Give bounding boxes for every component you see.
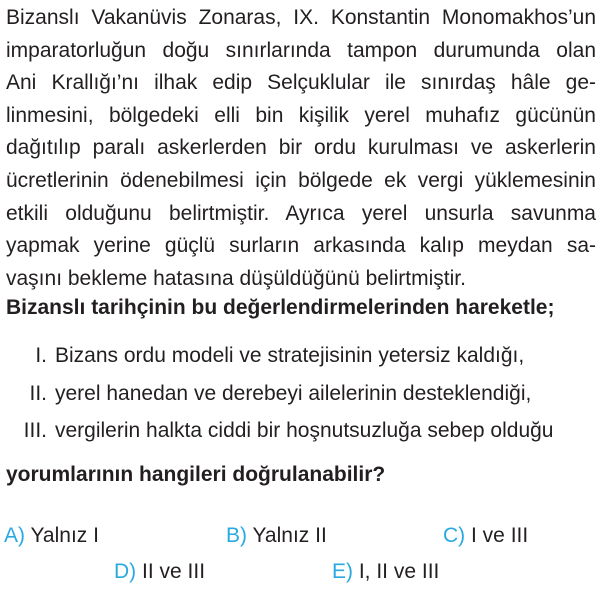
passage-line: Bizanslı Vakanüvis Zonaras, IX. Konstantin Monomakhos’un: [6, 6, 596, 29]
passage-line: imparatorluğun doğu sınırlarında tampon durumunda olan: [6, 38, 596, 62]
statement-numeral: II.: [29, 381, 47, 405]
passage-line: yapmak yerine güçlü surların arkasında kalıp meydan sa-: [6, 234, 596, 258]
passage-line: vaşını bekleme hatasına düşüldüğünü belirtmiştir.: [6, 266, 466, 290]
statement-numeral: III.: [23, 419, 47, 442]
passage-line: dağıtılıp paralı askerlerden bir ordu kurulması ve askerlerin: [6, 136, 596, 160]
passage-line: linmesini, bölgedeki elli bin kişilik yerel muhafız gücünün: [6, 103, 596, 127]
option-letter: A): [4, 524, 25, 547]
option-letter: D): [114, 560, 137, 583]
question-stem: Bizanslı tarihçinin bu değerlendirmelerinden hareketle;: [6, 296, 555, 319]
question-prompt: yorumlarının hangileri doğrulanabilir?: [6, 463, 386, 486]
option-text: II ve III: [142, 560, 206, 583]
passage-line: ücretlerinin ödenebilmesi için bölgede ek vergi yüklemesinin: [6, 168, 596, 192]
answer-option-d[interactable]: [114, 560, 205, 584]
statement-text: vergilerin halkta ciddi bir hoşnutsuzluğa sebep olduğu: [55, 419, 554, 442]
statement-numeral: I.: [35, 344, 47, 367]
answer-option-e[interactable]: [332, 560, 439, 584]
passage-line: Ani Krallığı’nı ilhak edip Selçuklular ile sınırdaş hâle ge-: [6, 71, 596, 95]
statement-item: [6, 340, 602, 378]
answer-option-c[interactable]: [443, 524, 528, 548]
option-letter: B): [226, 524, 247, 547]
statement-text: yerel hanedan ve derebeyi ailelerinin desteklendiği,: [55, 381, 532, 405]
statement-list: [6, 340, 602, 453]
statement-item: [6, 378, 602, 416]
option-letter: E): [332, 560, 353, 583]
statement-item: [6, 415, 602, 453]
option-text: Yalnız II: [252, 524, 327, 547]
option-text: I ve III: [471, 524, 529, 547]
option-letter: C): [443, 524, 466, 547]
answer-option-b[interactable]: [226, 524, 327, 548]
statement-text: Bizans ordu modeli ve stratejisinin yetersiz kaldığı,: [55, 344, 525, 367]
question-passage: [6, 2, 596, 295]
option-text: Yalnız I: [30, 524, 99, 547]
passage-line: etkili olduğunu belirtmiştir. Ayrıca yerel unsurla savunma: [6, 201, 596, 225]
option-text: I, II ve III: [358, 560, 440, 583]
answer-option-a[interactable]: [4, 524, 99, 548]
